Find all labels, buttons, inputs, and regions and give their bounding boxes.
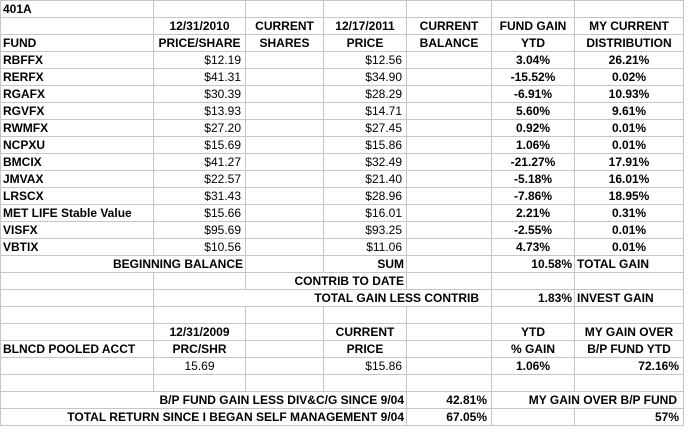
row-blank — [1, 375, 684, 392]
cell[interactable] — [246, 256, 324, 273]
fund-current-price[interactable]: $93.25 — [324, 222, 407, 239]
cell[interactable] — [1, 290, 154, 307]
fund-name[interactable]: LRSCX — [1, 188, 154, 205]
cell[interactable] — [407, 358, 492, 375]
fund-balance[interactable] — [407, 239, 492, 256]
contrib-to-date-label[interactable]: CONTRIB TO DATE — [246, 273, 407, 290]
sum-value[interactable]: 10.58% — [492, 256, 575, 273]
fund-shares[interactable] — [246, 171, 324, 188]
fund-shares[interactable] — [246, 69, 324, 86]
fund-gain-ytd[interactable]: 3.04% — [492, 52, 575, 69]
fund-current-price[interactable]: $16.01 — [324, 205, 407, 222]
fund-distribution[interactable]: 18.95% — [575, 188, 684, 205]
fund-name[interactable]: RBFFX — [1, 52, 154, 69]
fund-current-price[interactable]: $27.45 — [324, 120, 407, 137]
fund-balance[interactable] — [407, 86, 492, 103]
fund-balance[interactable] — [407, 120, 492, 137]
cell[interactable] — [575, 375, 684, 392]
fund-name[interactable]: RGAFX — [1, 86, 154, 103]
fund-price-2010[interactable]: $41.31 — [154, 69, 246, 86]
fund-gain-ytd[interactable]: -15.52% — [492, 69, 575, 86]
fund-balance[interactable] — [407, 52, 492, 69]
cell[interactable] — [407, 1, 492, 18]
fund-shares[interactable] — [246, 188, 324, 205]
fund-price-2010[interactable]: $12.19 — [154, 52, 246, 69]
fund-row — [1, 137, 684, 154]
fund-row — [1, 171, 684, 188]
fund-distribution[interactable]: 0.01% — [575, 120, 684, 137]
fund-current-price[interactable]: $14.71 — [324, 103, 407, 120]
header-current[interactable]: CURRENT — [246, 18, 324, 35]
fund-distribution[interactable]: 0.01% — [575, 222, 684, 239]
fund-distribution[interactable]: 17.91% — [575, 154, 684, 171]
fund-row — [1, 205, 684, 222]
cell[interactable] — [1, 307, 154, 324]
fund-current-price[interactable]: $12.56 — [324, 52, 407, 69]
row-pooled-values — [1, 358, 684, 375]
row-title — [1, 1, 684, 18]
sum-label[interactable]: SUM — [324, 256, 407, 273]
fund-name[interactable]: VBTIX — [1, 239, 154, 256]
total-gain-label[interactable]: TOTAL GAIN — [575, 256, 684, 273]
beginning-balance-label[interactable]: BEGINNING BALANCE — [1, 256, 246, 273]
cell[interactable] — [1, 358, 154, 375]
fund-name[interactable]: MET LIFE Stable Value — [1, 205, 154, 222]
row-beginning-balance — [1, 256, 684, 273]
invest-gain-value[interactable]: 1.83% — [492, 290, 575, 307]
fund-distribution[interactable]: 9.61% — [575, 103, 684, 120]
fund-balance[interactable] — [407, 69, 492, 86]
fund-gain-ytd[interactable]: -2.55% — [492, 222, 575, 239]
fund-gain-ytd[interactable]: 1.06% — [492, 137, 575, 154]
fund-balance[interactable] — [407, 154, 492, 171]
pooled-my-gain-over[interactable]: MY GAIN OVER — [575, 324, 684, 341]
cell[interactable] — [324, 307, 407, 324]
row-header-1 — [1, 18, 684, 35]
pooled-bp-fund-ytd[interactable]: B/P FUND YTD — [575, 341, 684, 358]
cell[interactable] — [246, 341, 324, 358]
pooled-prc-shr[interactable]: PRC/SHR — [154, 341, 246, 358]
fund-name[interactable]: BMCIX — [1, 154, 154, 171]
pooled-ytd[interactable]: YTD — [492, 324, 575, 341]
fund-gain-ytd[interactable]: -7.86% — [492, 188, 575, 205]
pooled-date-2009[interactable]: 12/31/2009 — [154, 324, 246, 341]
cell[interactable] — [492, 375, 575, 392]
fund-balance[interactable] — [407, 171, 492, 188]
fund-row — [1, 69, 684, 86]
fund-price-2010[interactable]: $15.66 — [154, 205, 246, 222]
bp-fund-gain-label[interactable]: B/P FUND GAIN LESS DIV&C/G SINCE 9/04 — [1, 392, 407, 409]
fund-balance[interactable] — [407, 103, 492, 120]
fund-current-price[interactable]: $11.06 — [324, 239, 407, 256]
row-bp-fund-gain — [1, 392, 684, 409]
pooled-current[interactable]: CURRENT — [324, 324, 407, 341]
fund-current-price[interactable]: $21.40 — [324, 171, 407, 188]
cell[interactable] — [1, 273, 154, 290]
fund-current-price[interactable]: $28.96 — [324, 188, 407, 205]
fund-balance[interactable] — [407, 205, 492, 222]
fund-shares[interactable] — [246, 103, 324, 120]
pooled-price-value[interactable]: $15.86 — [324, 358, 407, 375]
my-gain-over-bp-value[interactable]: 57% — [575, 409, 684, 426]
fund-current-price[interactable]: $15.86 — [324, 137, 407, 154]
pooled-account-name[interactable]: BLNCD POOLED ACCT — [1, 341, 154, 358]
fund-shares[interactable] — [246, 120, 324, 137]
fund-row — [1, 120, 684, 137]
fund-name[interactable]: VISFX — [1, 222, 154, 239]
pooled-my-gain-value[interactable]: 72.16% — [575, 358, 684, 375]
fund-gain-ytd[interactable]: 0.92% — [492, 120, 575, 137]
header-date-2011[interactable]: 12/17/2011 — [324, 18, 407, 35]
fund-gain-ytd[interactable]: 4.73% — [492, 239, 575, 256]
cell[interactable] — [154, 307, 246, 324]
row-total-gain-less-contrib — [1, 290, 684, 307]
fund-price-2010[interactable]: $30.39 — [154, 86, 246, 103]
fund-price-2010[interactable]: $13.93 — [154, 103, 246, 120]
fund-price-2010[interactable]: $15.69 — [154, 137, 246, 154]
fund-rows — [1, 52, 684, 256]
fund-row — [1, 103, 684, 120]
row-header-2 — [1, 35, 684, 52]
pooled-prc-value[interactable]: 15.69 — [154, 358, 246, 375]
total-gain-less-contrib-label[interactable]: TOTAL GAIN LESS CONTRIB — [154, 290, 492, 307]
fund-name[interactable]: JMVAX — [1, 171, 154, 188]
header-current[interactable]: CURRENT — [407, 18, 492, 35]
cell[interactable] — [324, 1, 407, 18]
fund-current-price[interactable]: $28.29 — [324, 86, 407, 103]
fund-name[interactable]: RWMFX — [1, 120, 154, 137]
cell[interactable] — [407, 375, 492, 392]
header-ytd[interactable]: YTD — [492, 35, 575, 52]
fund-distribution[interactable]: 0.02% — [575, 69, 684, 86]
row-blank — [1, 307, 684, 324]
cell[interactable] — [407, 324, 492, 341]
cell[interactable] — [407, 273, 492, 290]
fund-distribution[interactable]: 0.31% — [575, 205, 684, 222]
fund-price-2010[interactable]: $22.57 — [154, 171, 246, 188]
fund-name[interactable]: RERFX — [1, 69, 154, 86]
fund-price-2010[interactable]: $31.43 — [154, 188, 246, 205]
fund-price-2010[interactable]: $41.27 — [154, 154, 246, 171]
cell[interactable] — [246, 1, 324, 18]
header-shares[interactable]: SHARES — [246, 35, 324, 52]
fund-shares[interactable] — [246, 205, 324, 222]
fund-price-2010[interactable]: $10.56 — [154, 239, 246, 256]
fund-shares[interactable] — [246, 222, 324, 239]
fund-name[interactable]: RGVFX — [1, 103, 154, 120]
fund-gain-ytd[interactable]: -6.91% — [492, 86, 575, 103]
row-pooled-header-1 — [1, 324, 684, 341]
header-my-current[interactable]: MY CURRENT — [575, 18, 684, 35]
invest-gain-label[interactable]: INVEST GAIN — [575, 290, 684, 307]
cell[interactable] — [575, 307, 684, 324]
header-price-share[interactable]: PRICE/SHARE — [154, 35, 246, 52]
fund-distribution[interactable]: 0.01% — [575, 239, 684, 256]
cell[interactable] — [246, 375, 324, 392]
fund-shares[interactable] — [246, 154, 324, 171]
cell[interactable] — [492, 409, 575, 426]
fund-distribution[interactable]: 0.01% — [575, 137, 684, 154]
cell[interactable] — [407, 256, 492, 273]
fund-row — [1, 52, 684, 69]
row-total-return — [1, 409, 684, 426]
fund-row — [1, 222, 684, 239]
fund-row — [1, 86, 684, 103]
pooled-gain-value[interactable]: 1.06% — [492, 358, 575, 375]
fund-current-price[interactable]: $34.90 — [324, 69, 407, 86]
fund-gain-ytd[interactable]: -5.18% — [492, 171, 575, 188]
total-return-value[interactable]: 67.05% — [407, 409, 492, 426]
cell[interactable] — [492, 273, 575, 290]
fund-row — [1, 154, 684, 171]
cell[interactable] — [1, 18, 154, 35]
cell[interactable] — [154, 273, 246, 290]
fund-row — [1, 239, 684, 256]
row-pooled-header-2 — [1, 341, 684, 358]
fund-gain-ytd[interactable]: 2.21% — [492, 205, 575, 222]
fund-shares[interactable] — [246, 52, 324, 69]
cell[interactable] — [246, 358, 324, 375]
sheet-title[interactable]: 401A — [1, 1, 154, 18]
fund-gain-ytd[interactable]: 5.60% — [492, 103, 575, 120]
fund-balance[interactable] — [407, 222, 492, 239]
fund-price-2010[interactable]: $27.20 — [154, 120, 246, 137]
cell[interactable] — [407, 307, 492, 324]
fund-row — [1, 188, 684, 205]
fund-current-price[interactable]: $32.49 — [324, 154, 407, 171]
pooled-price[interactable]: PRICE — [324, 341, 407, 358]
row-contrib — [1, 273, 684, 290]
fund-shares[interactable] — [246, 86, 324, 103]
header-distribution[interactable]: DISTRIBUTION — [575, 35, 684, 52]
cell[interactable] — [575, 273, 684, 290]
cell[interactable] — [154, 375, 246, 392]
cell[interactable] — [492, 1, 575, 18]
fund-distribution[interactable]: 10.93% — [575, 86, 684, 103]
bp-fund-gain-value[interactable]: 42.81% — [407, 392, 492, 409]
cell[interactable] — [575, 1, 684, 18]
my-gain-over-bp-label[interactable]: MY GAIN OVER B/P FUND — [492, 392, 684, 409]
cell[interactable] — [1, 324, 154, 341]
header-fund-gain[interactable]: FUND GAIN — [492, 18, 575, 35]
cell[interactable] — [246, 307, 324, 324]
cell[interactable] — [1, 375, 154, 392]
header-price[interactable]: PRICE — [324, 35, 407, 52]
fund-balance[interactable] — [407, 188, 492, 205]
fund-price-2010[interactable]: $95.69 — [154, 222, 246, 239]
cell[interactable] — [492, 307, 575, 324]
fund-distribution[interactable]: 16.01% — [575, 171, 684, 188]
fund-distribution[interactable]: 26.21% — [575, 52, 684, 69]
total-return-label[interactable]: TOTAL RETURN SINCE I BEGAN SELF MANAGEMENT 9/04 — [1, 409, 407, 426]
fund-gain-ytd[interactable]: -21.27% — [492, 154, 575, 171]
fund-shares[interactable] — [246, 137, 324, 154]
cell[interactable] — [246, 324, 324, 341]
fund-name[interactable]: NCPXU — [1, 137, 154, 154]
header-fund[interactable]: FUND — [1, 35, 154, 52]
fund-balance[interactable] — [407, 137, 492, 154]
pooled-pct-gain[interactable]: % GAIN — [492, 341, 575, 358]
header-balance[interactable]: BALANCE — [407, 35, 492, 52]
cell[interactable] — [324, 375, 407, 392]
cell[interactable] — [407, 341, 492, 358]
cell[interactable] — [154, 1, 246, 18]
header-date-2010[interactable]: 12/31/2010 — [154, 18, 246, 35]
fund-shares[interactable] — [246, 239, 324, 256]
